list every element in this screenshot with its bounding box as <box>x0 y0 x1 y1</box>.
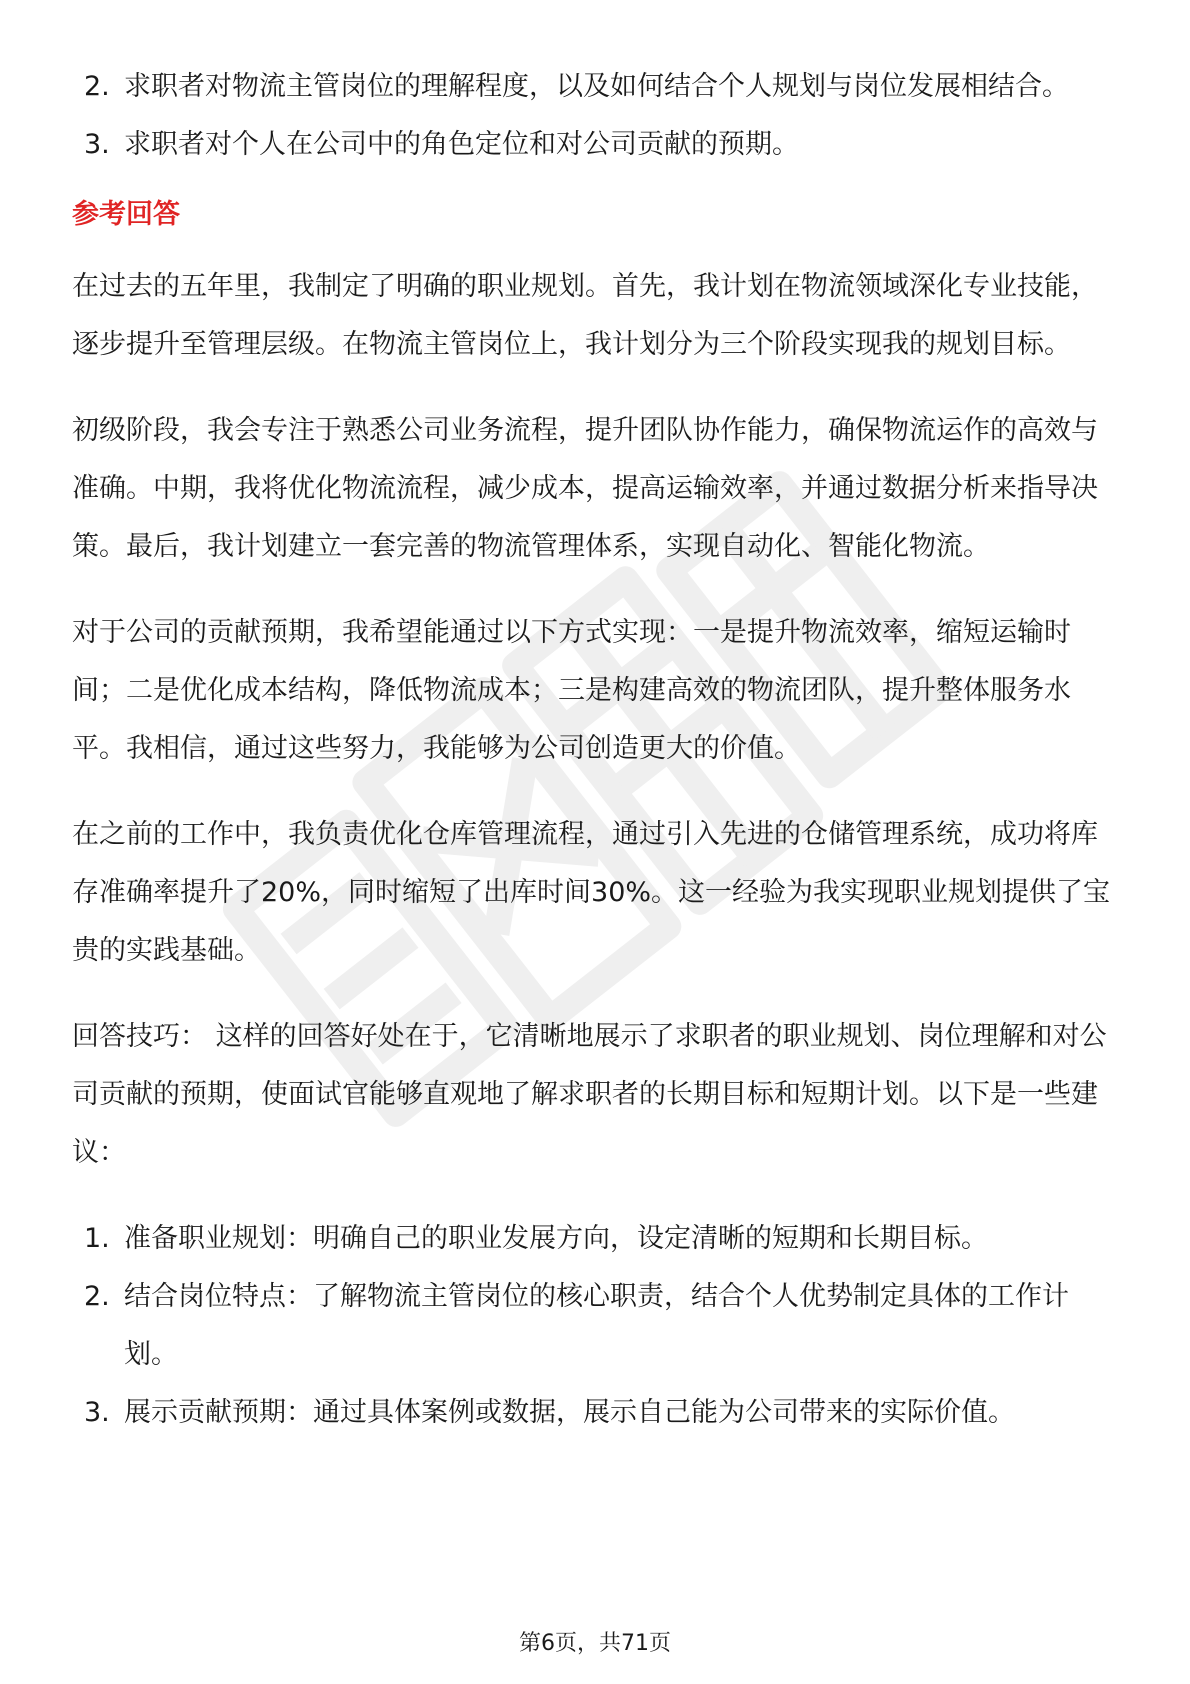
section-heading: 参考回答 <box>72 199 180 230</box>
suggestions-list <box>72 1210 1122 1442</box>
list-text: 求职者对个人在公司中的角色定位和对公司贡献的预期。 <box>124 129 799 160</box>
tips-paragraph: 回答技巧： 这样的回答好处在于，它清晰地展示了求职者的职业规划、岗位理解和对公司贡献的预期，使面试官能够直观地了解求职者的长期目标和短期计划。以下是一些建议： <box>72 1021 1107 1168</box>
list-text: 展示贡献预期：通过具体案例或数据，展示自己能为公司带来的实际价值。 <box>124 1397 1015 1428</box>
list-number: 2. <box>84 1281 110 1312</box>
list-text: 结合岗位特点：了解物流主管岗位的核心职责，结合个人优势制定具体的工作计划。 <box>124 1281 1069 1370</box>
document-body <box>72 58 1122 1442</box>
answer-paragraph: 在过去的五年里，我制定了明确的职业规划。首先，我计划在物流领域深化专业技能，逐步提升至管理层级。在物流主管岗位上，我计划分为三个阶段实现我的规划目标。 <box>72 271 1098 360</box>
list-item <box>72 1268 1122 1384</box>
answer-paragraph: 在之前的工作中，我负责优化仓库管理流程，通过引入先进的仓储管理系统，成功将库存准确率提升了20%，同时缩短了出库时间30%。这一经验为我实现职业规划提供了宝贵的实践基础。 <box>72 819 1111 966</box>
answer-paragraph: 初级阶段，我会专注于熟悉公司业务流程，提升团队协作能力，确保物流运作的高效与准确。中期，我将优化物流流程，减少成本，提高运输效率，并通过数据分析来指导决策。最后，我计划建立一套完善的物流管理体系，实现自动化、智能化物流。 <box>72 415 1098 562</box>
page-footer: 第6页，共71页 <box>519 1631 671 1656</box>
requirements-list <box>72 58 1122 174</box>
answer-paragraph: 对于公司的贡献预期，我希望能通过以下方式实现：一是提升物流效率，缩短运输时间；二是优化成本结构，降低物流成本；三是构建高效的物流团队，提升整体服务水平。我相信，通过这些努力，我能够为公司创造更大的价值。 <box>72 617 1071 764</box>
list-item <box>72 58 1122 116</box>
list-number: 2. <box>84 71 110 102</box>
list-number: 3. <box>84 1397 110 1428</box>
list-item <box>72 116 1122 174</box>
list-number: 3. <box>84 129 110 160</box>
list-number: 1. <box>84 1223 110 1254</box>
list-text: 准备职业规划：明确自己的职业发展方向，设定清晰的短期和长期目标。 <box>124 1223 988 1254</box>
list-item <box>72 1210 1122 1268</box>
list-text: 求职者对物流主管岗位的理解程度，以及如何结合个人规划与岗位发展相结合。 <box>124 71 1069 102</box>
list-item <box>72 1384 1122 1442</box>
